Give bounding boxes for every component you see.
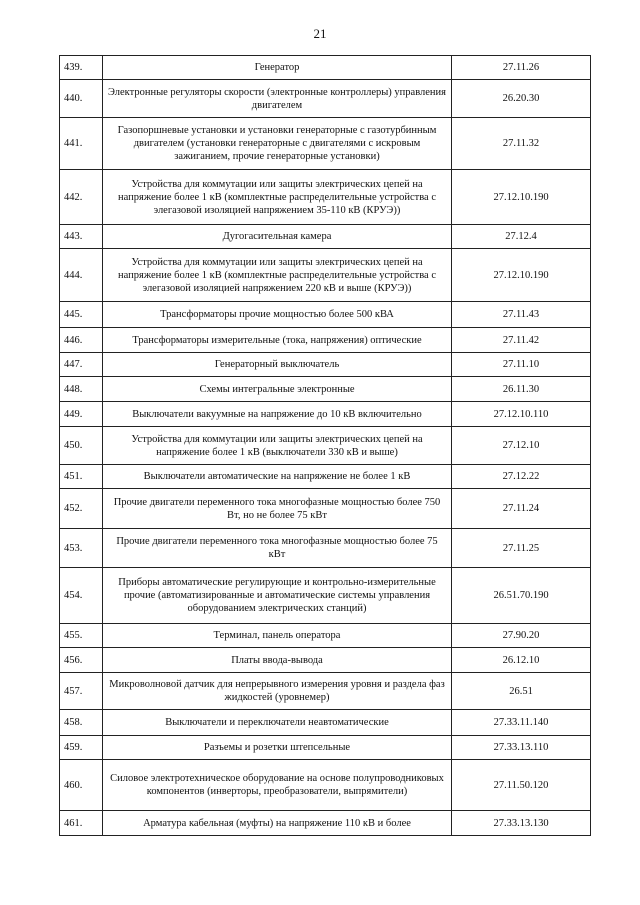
row-name: Трансформаторы прочие мощностью более 500 кВА xyxy=(103,302,452,328)
table-row xyxy=(60,56,591,80)
row-code: 27.11.50.120 xyxy=(452,760,591,811)
table-row xyxy=(60,427,591,465)
table-row xyxy=(60,811,591,836)
table-row xyxy=(60,489,591,529)
table-row xyxy=(60,377,591,402)
equipment-table xyxy=(59,55,591,836)
row-code: 27.11.10 xyxy=(452,353,591,377)
row-number: 451. xyxy=(60,465,103,489)
row-number: 459. xyxy=(60,736,103,760)
row-name: Платы ввода-вывода xyxy=(103,648,452,673)
row-name: Дугогасительная камера xyxy=(103,225,452,249)
row-code: 27.12.10.190 xyxy=(452,249,591,302)
row-number: 441. xyxy=(60,118,103,170)
row-name: Устройства для коммутации или защиты электрических цепей на напряжение более 1 кВ (комплектные распределительные устройства с элегазовой изоляцией напряжением 35-110 кВ (КРУЭ)) xyxy=(103,170,452,225)
table-row xyxy=(60,710,591,736)
row-number: 449. xyxy=(60,402,103,427)
table-row xyxy=(60,673,591,710)
table-row xyxy=(60,225,591,249)
row-code: 27.12.10 xyxy=(452,427,591,465)
row-name: Прочие двигатели переменного тока многофазные мощностью более 75 кВт xyxy=(103,529,452,568)
row-code: 26.12.10 xyxy=(452,648,591,673)
row-code: 27.12.10.110 xyxy=(452,402,591,427)
row-number: 453. xyxy=(60,529,103,568)
row-name: Терминал, панель оператора xyxy=(103,624,452,648)
row-name: Микроволновой датчик для непрерывного измерения уровня и раздела фаз жидкостей (уровнемер) xyxy=(103,673,452,710)
row-code: 27.11.42 xyxy=(452,328,591,353)
table-row xyxy=(60,624,591,648)
row-code: 26.11.30 xyxy=(452,377,591,402)
row-code: 27.33.13.110 xyxy=(452,736,591,760)
table-row xyxy=(60,353,591,377)
row-number: 443. xyxy=(60,225,103,249)
row-code: 27.12.10.190 xyxy=(452,170,591,225)
row-number: 455. xyxy=(60,624,103,648)
row-code: 27.12.22 xyxy=(452,465,591,489)
row-number: 447. xyxy=(60,353,103,377)
row-code: 26.51 xyxy=(452,673,591,710)
table-row xyxy=(60,648,591,673)
page-number: 21 xyxy=(313,26,327,41)
table-row xyxy=(60,402,591,427)
table-row xyxy=(60,568,591,624)
row-number: 456. xyxy=(60,648,103,673)
table-body xyxy=(60,56,591,836)
row-name: Выключатели и переключатели неавтоматические xyxy=(103,710,452,736)
row-name: Выключатели автоматические на напряжение не более 1 кВ xyxy=(103,465,452,489)
row-number: 454. xyxy=(60,568,103,624)
row-code: 27.12.4 xyxy=(452,225,591,249)
row-name: Схемы интегральные электронные xyxy=(103,377,452,402)
row-number: 440. xyxy=(60,80,103,118)
row-number: 460. xyxy=(60,760,103,811)
row-name: Выключатели вакуумные на напряжение до 10 кВ включительно xyxy=(103,402,452,427)
row-name: Приборы автоматические регулирующие и контрольно-измерительные прочие (автоматизированные и автоматические системы управления оборудованием электрических станций) xyxy=(103,568,452,624)
table-row xyxy=(60,170,591,225)
row-number: 461. xyxy=(60,811,103,836)
row-number: 450. xyxy=(60,427,103,465)
row-number: 452. xyxy=(60,489,103,529)
table-row xyxy=(60,80,591,118)
row-number: 445. xyxy=(60,302,103,328)
row-number: 458. xyxy=(60,710,103,736)
row-number: 439. xyxy=(60,56,103,80)
table-row xyxy=(60,760,591,811)
row-code: 27.90.20 xyxy=(452,624,591,648)
row-name: Устройства для коммутации или защиты электрических цепей на напряжение более 1 кВ (выключатели 330 кВ и выше) xyxy=(103,427,452,465)
row-code: 27.11.43 xyxy=(452,302,591,328)
row-code: 27.33.11.140 xyxy=(452,710,591,736)
row-name: Разъемы и розетки штепсельные xyxy=(103,736,452,760)
table-row xyxy=(60,736,591,760)
table-row xyxy=(60,249,591,302)
row-number: 442. xyxy=(60,170,103,225)
row-code: 27.33.13.130 xyxy=(452,811,591,836)
row-code: 26.51.70.190 xyxy=(452,568,591,624)
row-number: 457. xyxy=(60,673,103,710)
row-code: 27.11.25 xyxy=(452,529,591,568)
row-number: 446. xyxy=(60,328,103,353)
row-name: Силовое электротехническое оборудование на основе полупроводниковых компонентов (инверторы, преобразователи, выпрямители) xyxy=(103,760,452,811)
row-name: Прочие двигатели переменного тока многофазные мощностью более 750 Вт, но не более 75 кВт xyxy=(103,489,452,529)
row-name: Электронные регуляторы скорости (электронные контроллеры) управления двигателем xyxy=(103,80,452,118)
table-row xyxy=(60,302,591,328)
table-row xyxy=(60,118,591,170)
row-name: Трансформаторы измерительные (тока, напряжения) оптические xyxy=(103,328,452,353)
table-row xyxy=(60,465,591,489)
row-code: 27.11.24 xyxy=(452,489,591,529)
row-name: Генератор xyxy=(103,56,452,80)
row-name: Генераторный выключатель xyxy=(103,353,452,377)
row-name: Газопоршневые установки и установки генераторные с газотурбинным двигателем (установки генераторные с двигателями с искровым зажиганием, прочие генераторные установки) xyxy=(103,118,452,170)
row-number: 448. xyxy=(60,377,103,402)
row-number: 444. xyxy=(60,249,103,302)
row-code: 26.20.30 xyxy=(452,80,591,118)
row-code: 27.11.26 xyxy=(452,56,591,80)
row-name: Арматура кабельная (муфты) на напряжение 110 кВ и более xyxy=(103,811,452,836)
table-row xyxy=(60,529,591,568)
table-row xyxy=(60,328,591,353)
row-name: Устройства для коммутации или защиты электрических цепей на напряжение более 1 кВ (комплектные распределительные устройства с элегазовой изоляцией напряжением 220 кВ и выше (КРУЭ)) xyxy=(103,249,452,302)
row-code: 27.11.32 xyxy=(452,118,591,170)
